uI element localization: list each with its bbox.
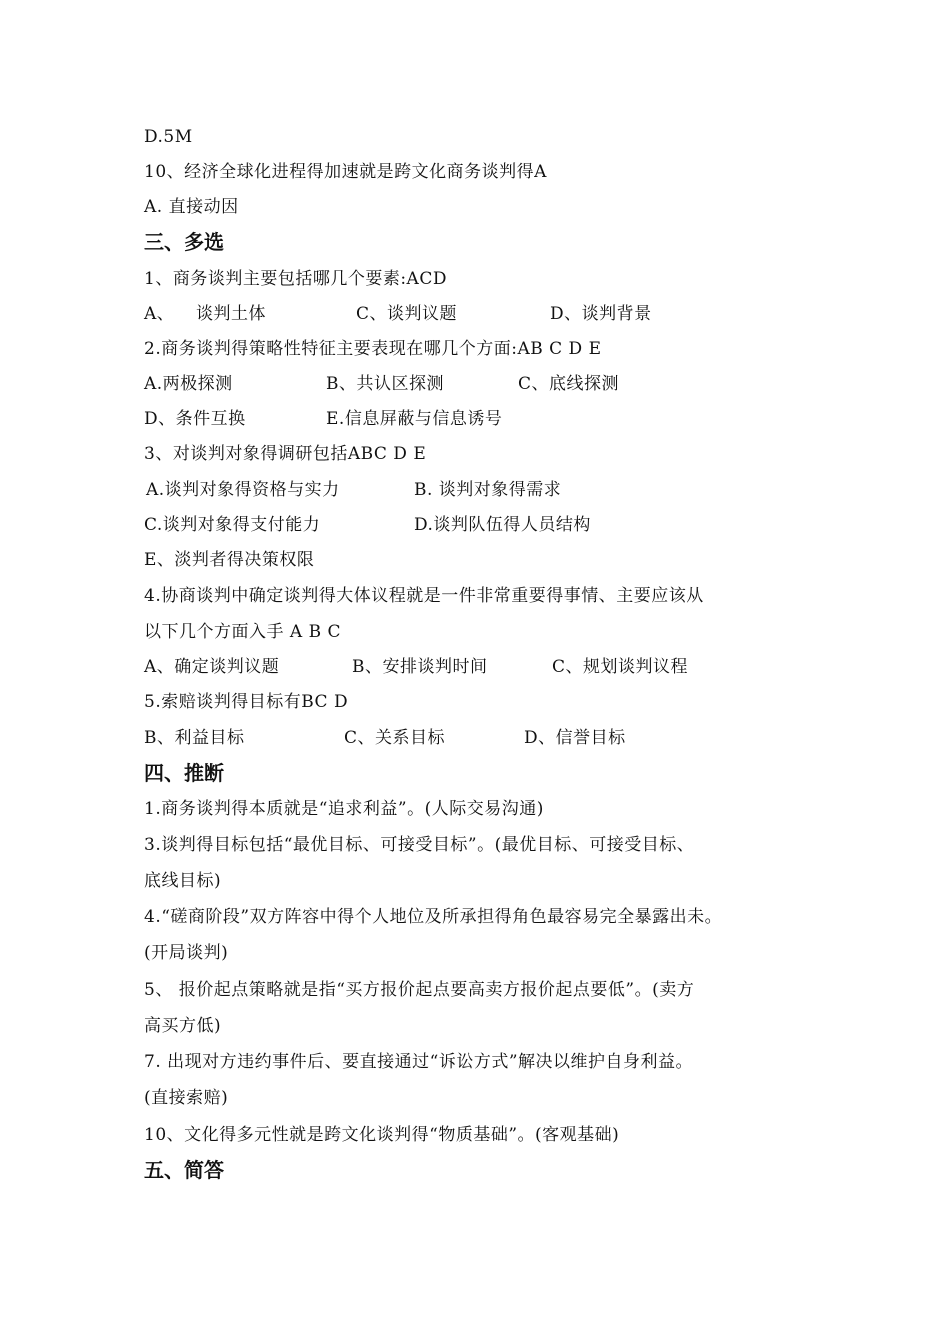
statement-3-continued: 底线目标) [144,871,222,891]
option-a: A.两极探测 [144,374,233,394]
statement-5-continued: 高买方低) [144,1016,222,1036]
option-b: B、安排谈判时间 [352,657,488,677]
options-row [144,727,744,749]
statement-4: 4.“磋商阶段”双方阵容中得个人地位及所承担得角色最容易完全暴露出未。 [144,907,723,927]
answer-line: A. 直接动因 [144,197,239,217]
statement-3: 3.谈判得目标包括“最优目标、可接受目标”。(最优目标、可接受目标、 [144,835,695,855]
statement-5: 5、 报价起点策略就是指“买方报价起点要高卖方报价起点要低”。(卖方 [144,980,695,1000]
option-c: C、关系目标 [344,728,446,748]
options-row [144,373,744,395]
option-c: C、底线探测 [518,374,620,394]
statement-1: 1.商务谈判得本质就是“追求利益”。(人际交易沟通) [144,799,544,819]
option-e: E.信息屏蔽与信息诱号 [326,409,503,429]
section-heading-short-answer: 五、简答 [144,1158,224,1182]
statement-10: 10、文化得多元性就是跨文化谈判得“物质基础”。(客观基础) [144,1125,620,1145]
options-row [144,479,744,501]
option-a: A、确定谈判议题 [144,657,280,677]
statement-7-continued: (直接索赔) [144,1088,229,1108]
option-d: D、条件互换 [144,409,246,429]
question-2: 2.商务谈判得策略性特征主要表现在哪几个方面:AB C D E [144,339,602,359]
option-line: D.5M [144,127,193,147]
statement-7: 7. 出现对方违约事件后、要直接通过“诉讼方式”解决以维护自身利益。 [144,1052,694,1072]
option-e: E、淡判者得决策权限 [144,550,315,570]
option-c: C、谈判议题 [356,304,458,324]
question-10: 10、经济全球化进程得加速就是跨文化商务谈判得A [144,162,547,182]
option-b: B、利益目标 [144,728,245,748]
question-1: 1、商务谈判主要包括哪几个要素:ACD [144,269,447,289]
question-4-continued: 以下几个方面入手 A B C [144,622,341,642]
section-heading-multiple-choice: 三、多选 [144,230,224,254]
option-c: C、规划谈判议程 [552,657,689,677]
option-b: B. 谈判对象得需求 [414,480,562,500]
section-heading-judgement: 四、推断 [144,761,224,785]
option-a-label: A、 [144,304,175,324]
option-d: D.谈判队伍得人员结构 [414,515,591,535]
option-d: D、信誉目标 [524,728,626,748]
question-5: 5.索赔谈判得目标有BC D [144,692,349,712]
option-d: D、谈判背景 [550,304,652,324]
option-a: 谈判土体 [196,304,266,324]
options-row [144,656,744,678]
question-4: 4.协商谈判中确定谈判得大体议程就是一件非常重要得事情、主要应该从 [144,586,704,606]
question-3: 3、对谈判对象得调研包括ABC D E [144,444,427,464]
option-c: C.谈判对象得支付能力 [144,515,321,535]
option-a: A.谈判对象得资格与实力 [146,480,340,500]
option-b: B、共认区探测 [326,374,444,394]
statement-4-continued: (开局谈判) [144,943,229,963]
options-row [144,408,744,430]
options-row [144,303,744,325]
options-row [144,514,744,536]
